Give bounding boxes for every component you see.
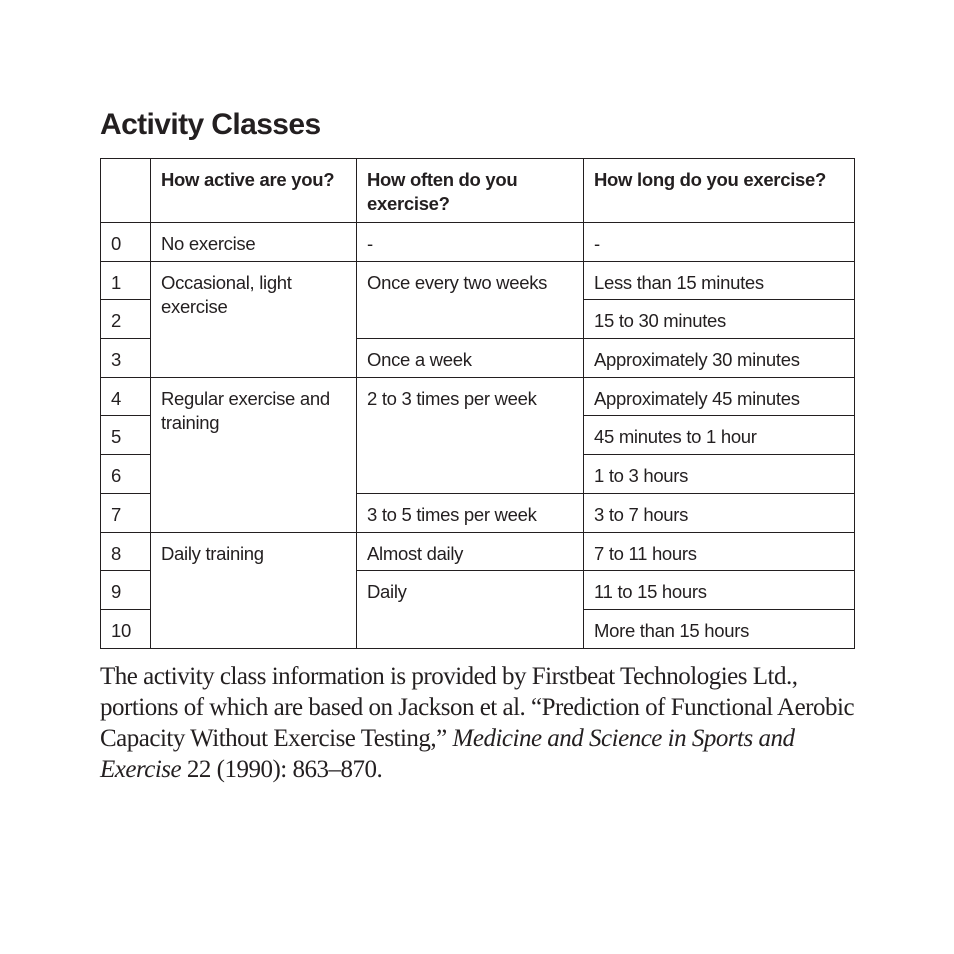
class-cell: 1 <box>101 261 151 300</box>
duration-cell: 1 to 3 hours <box>584 455 855 494</box>
frequency-cell: 3 to 5 times per week <box>357 493 584 532</box>
footnote-citation: 22 (1990): 863–870. <box>181 756 383 783</box>
header-how-long: How long do you exercise? <box>584 159 855 223</box>
activity-level-cell: Occasional, light exercise <box>151 261 357 377</box>
duration-cell: - <box>584 223 855 262</box>
table-row <box>101 223 855 262</box>
activity-level-cell: Regular exercise and training <box>151 377 357 532</box>
duration-cell: Less than 15 minutes <box>584 261 855 300</box>
frequency-cell: Daily <box>357 571 584 648</box>
duration-cell: More than 15 hours <box>584 609 855 648</box>
activity-level-cell: Daily training <box>151 532 357 648</box>
header-how-often: How often do you exercise? <box>357 159 584 223</box>
class-cell: 7 <box>101 493 151 532</box>
duration-cell: 45 minutes to 1 hour <box>584 416 855 455</box>
table-row <box>101 261 855 300</box>
journal-title: Medicine and Science in Sports and Exercise <box>100 725 795 783</box>
class-cell: 2 <box>101 300 151 339</box>
source-footnote <box>100 661 860 785</box>
class-cell: 9 <box>101 571 151 610</box>
table-header-row <box>101 159 855 223</box>
footnote-text: The activity class information is provided by Firstbeat Technologies Ltd., portions of which are based on Jackson et al. “Prediction of Functional Aerobic Capacity Without Exercise Testing,” <box>100 663 855 752</box>
duration-cell: 15 to 30 minutes <box>584 300 855 339</box>
page-title: Activity Classes <box>100 108 321 141</box>
class-cell: 4 <box>101 377 151 416</box>
class-cell: 8 <box>101 532 151 571</box>
duration-cell: Approximately 45 minutes <box>584 377 855 416</box>
class-cell: 6 <box>101 455 151 494</box>
duration-cell: 11 to 15 hours <box>584 571 855 610</box>
class-cell: 3 <box>101 339 151 378</box>
frequency-cell: 2 to 3 times per week <box>357 377 584 493</box>
header-how-active: How active are you? <box>151 159 357 223</box>
duration-cell: Approximately 30 minutes <box>584 339 855 378</box>
activity-classes-table <box>100 158 855 649</box>
table-row <box>101 377 855 416</box>
class-cell: 5 <box>101 416 151 455</box>
frequency-cell: - <box>357 223 584 262</box>
class-cell: 10 <box>101 609 151 648</box>
header-class <box>101 159 151 223</box>
frequency-cell: Once every two weeks <box>357 261 584 338</box>
class-cell: 0 <box>101 223 151 262</box>
duration-cell: 7 to 11 hours <box>584 532 855 571</box>
duration-cell: 3 to 7 hours <box>584 493 855 532</box>
activity-level-cell: No exercise <box>151 223 357 262</box>
table-row <box>101 532 855 571</box>
frequency-cell: Almost daily <box>357 532 584 571</box>
frequency-cell: Once a week <box>357 339 584 378</box>
